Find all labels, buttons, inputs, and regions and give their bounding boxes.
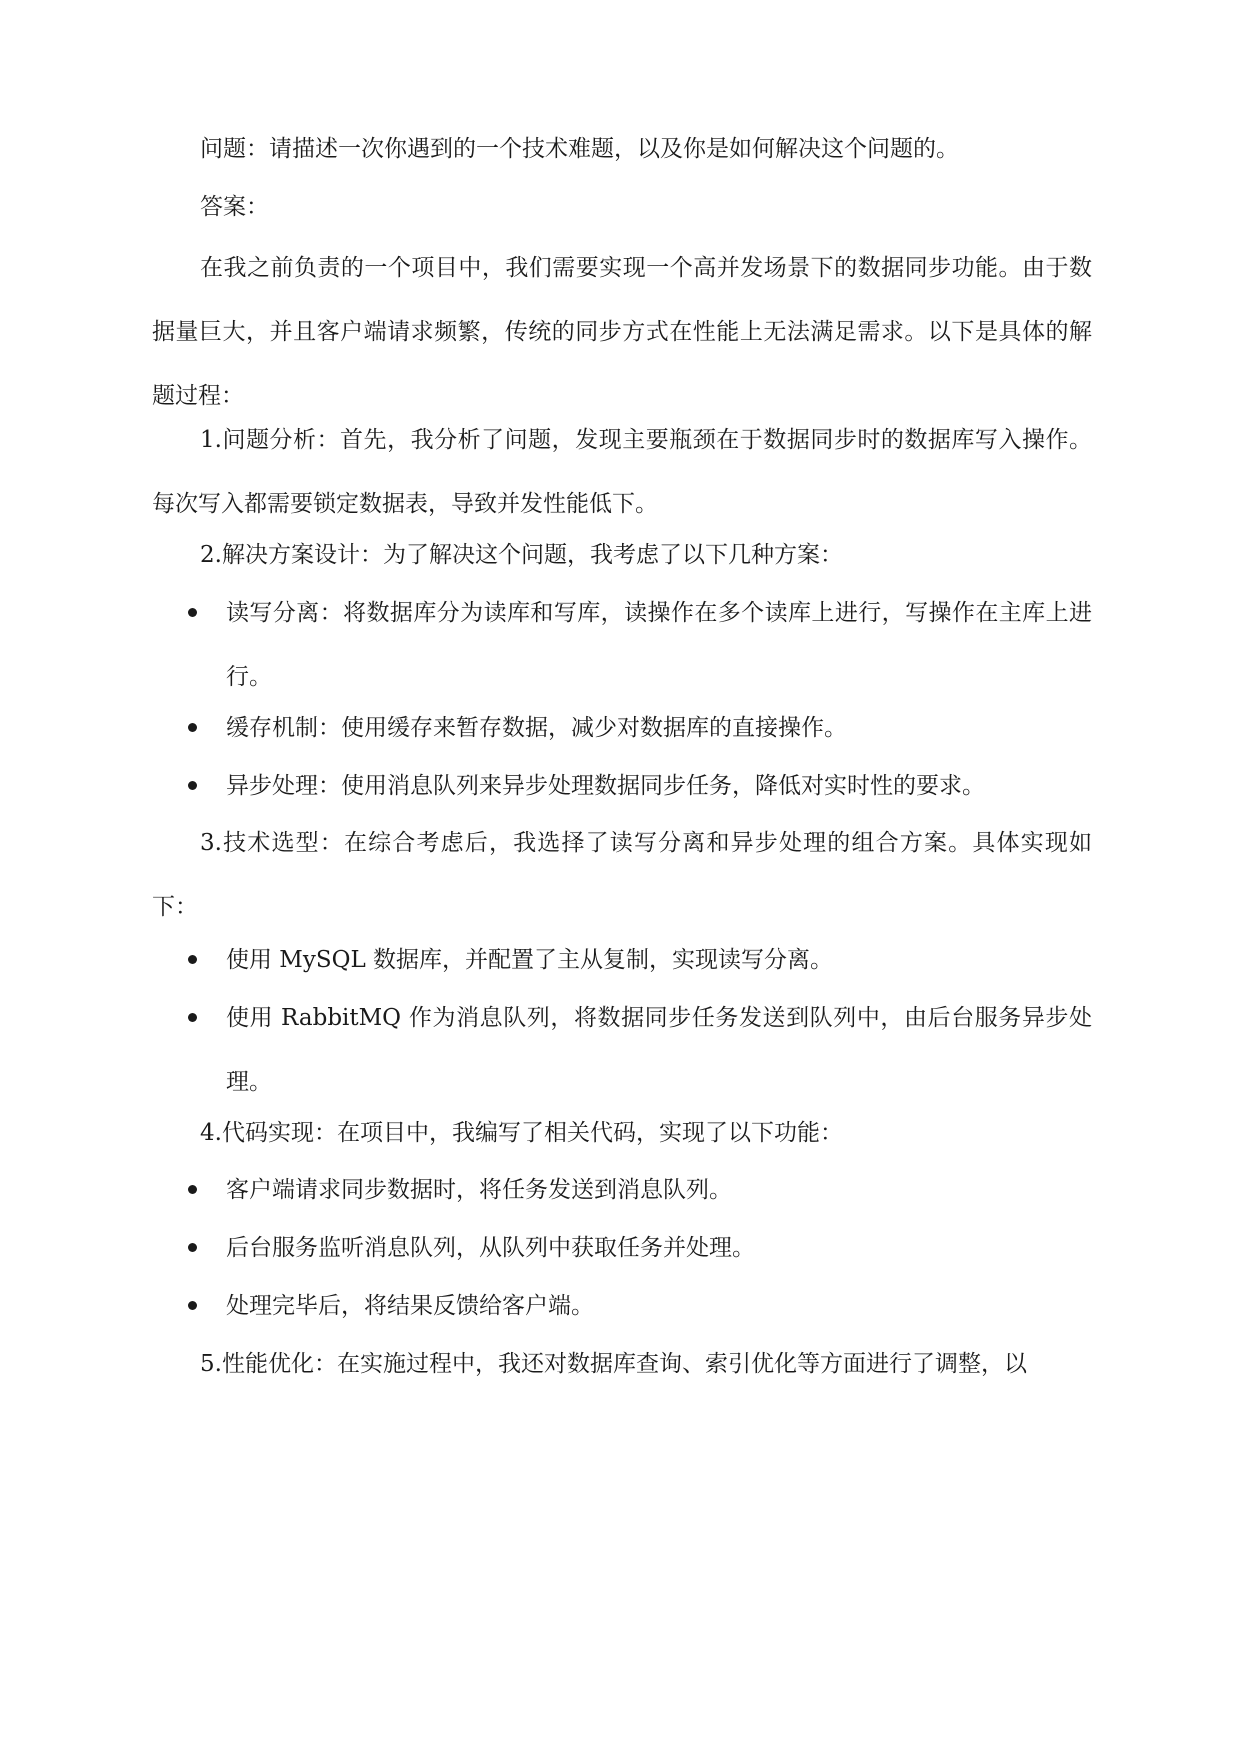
bullet-icon [188,723,197,732]
list-item-text: 客户端请求同步数据时，将任务发送到消息队列。 [226,1177,732,1203]
step2-paragraph: 2.解决方案设计：为了解决这个问题，我考虑了以下几种方案： [200,542,843,568]
step3-paragraph: 3.技术选型：在综合考虑后，我选择了读写分离和异步处理的组合方案。具体实现如下： [152,830,1092,920]
bullet-icon [188,1185,197,1194]
list-item [152,581,1092,709]
bullet-icon [188,608,197,617]
step5-paragraph: 5.性能优化：在实施过程中，我还对数据库查询、索引优化等方面进行了调整，以 [200,1351,1027,1377]
answer-label: 答案： [200,194,269,220]
list-item-text: 缓存机制：使用缓存来暂存数据，减少对数据库的直接操作。 [226,715,847,741]
list-item-text: 异步处理：使用消息队列来异步处理数据同步任务，降低对实时性的要求。 [226,773,985,799]
bullet-icon [188,1301,197,1310]
list-item [152,1158,1092,1222]
list-item-text: 使用 MySQL 数据库，并配置了主从复制，实现读写分离。 [226,947,834,973]
bullet-icon [188,1243,197,1252]
list-item [152,986,1092,1114]
list-item [152,696,1092,760]
list-item [152,928,1092,992]
list-item [152,754,1092,818]
bullet-icon [188,955,197,964]
list-item-text: 读写分离：将数据库分为读库和写库，读操作在多个读库上进行，写操作在主库上进行。 [226,600,1092,690]
intro-paragraph: 在我之前负责的一个项目中，我们需要实现一个高并发场景下的数据同步功能。由于数据量巨大，并且客户端请求频繁，传统的同步方式在性能上无法满足需求。以下是具体的解题过程： [152,255,1092,409]
list-item-text: 处理完毕后，将结果反馈给客户端。 [226,1293,594,1319]
bullet-icon [188,1013,197,1022]
list-item [152,1216,1092,1280]
list-item [152,1274,1092,1338]
step1-paragraph: 1.问题分析：首先，我分析了问题，发现主要瓶颈在于数据同步时的数据库写入操作。每次写入都需要锁定数据表，导致并发性能低下。 [152,427,1092,517]
list-item-text: 使用 RabbitMQ 作为消息队列，将数据同步任务发送到队列中，由后台服务异步处理。 [226,1005,1092,1095]
step4-paragraph: 4.代码实现：在项目中，我编写了相关代码，实现了以下功能： [200,1120,843,1146]
question-paragraph: 问题：请描述一次你遇到的一个技术难题，以及你是如何解决这个问题的。 [200,136,959,162]
list-item-text: 后台服务监听消息队列，从队列中获取任务并处理。 [226,1235,755,1261]
bullet-icon [188,781,197,790]
